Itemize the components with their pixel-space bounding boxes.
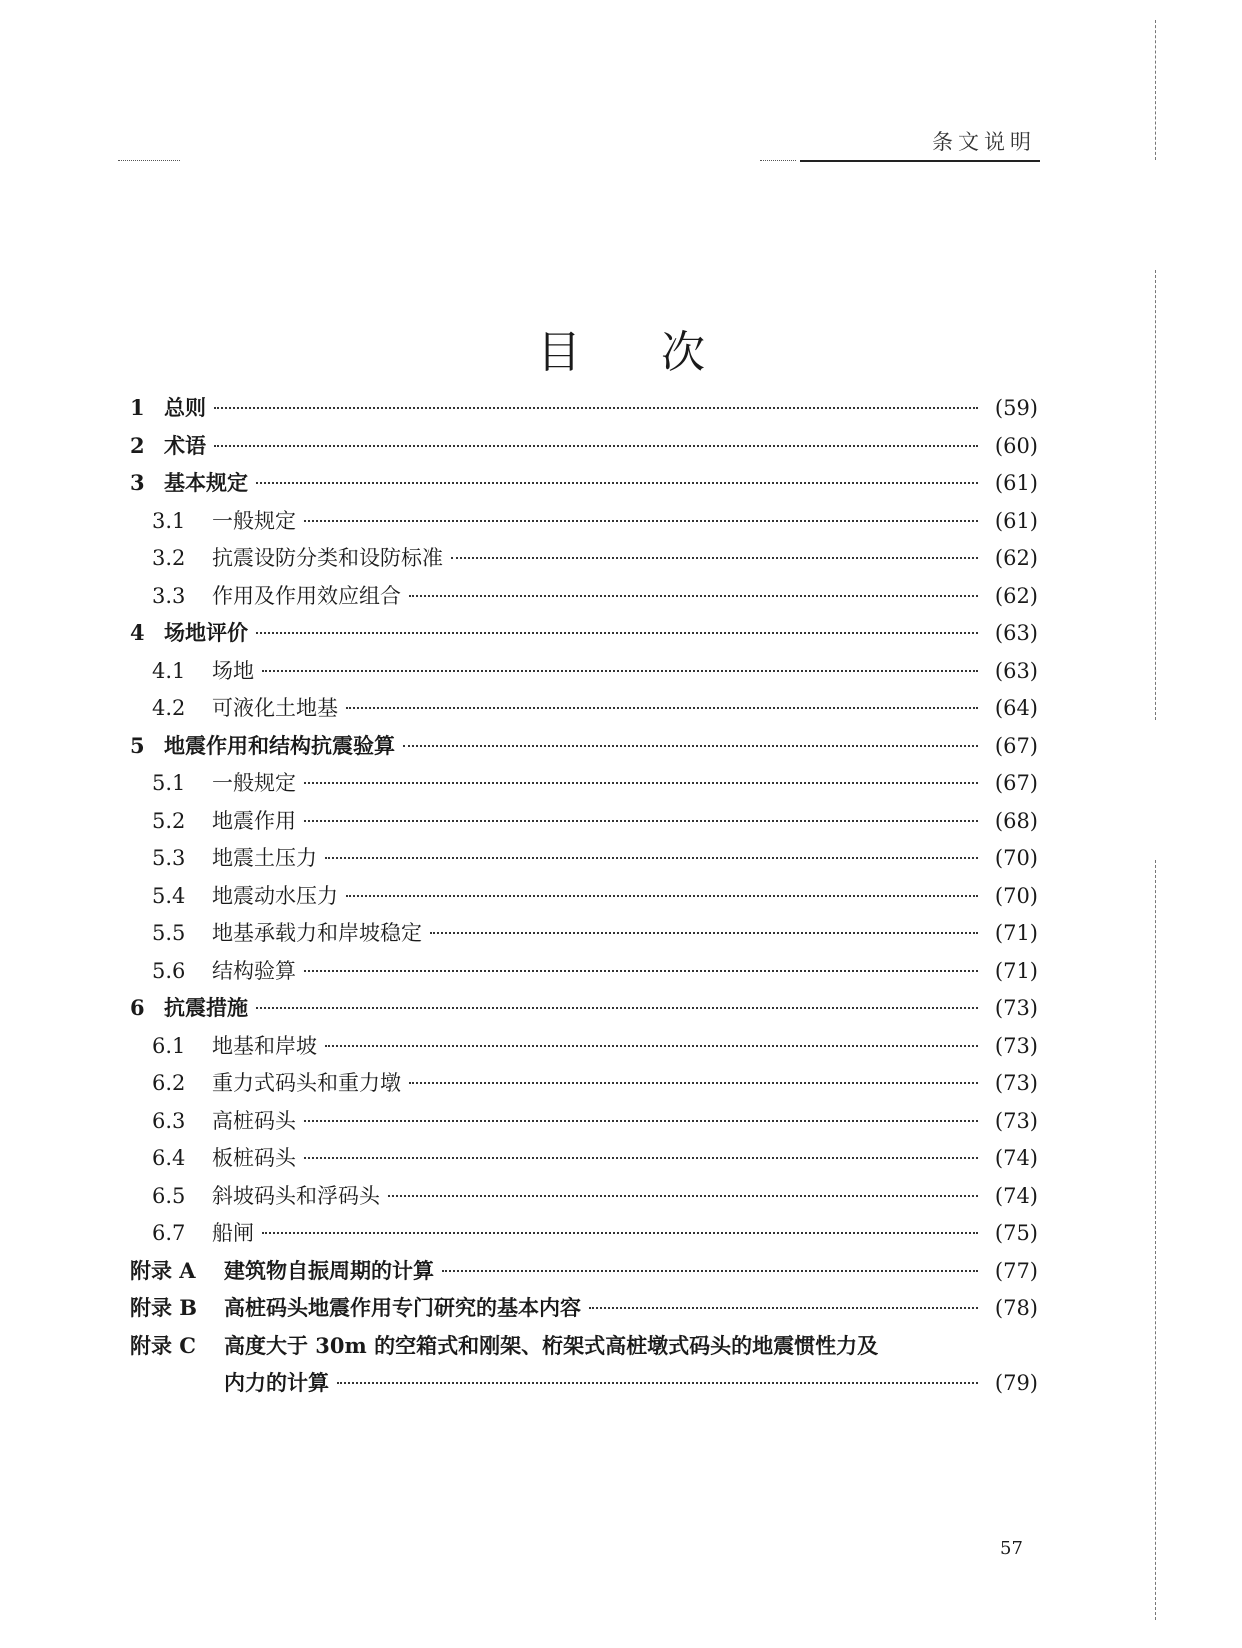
toc-entry[interactable] xyxy=(130,1180,1038,1218)
toc-entry[interactable] xyxy=(130,880,1038,918)
toc-entry-number: 6.3 xyxy=(152,1108,186,1133)
toc-entry[interactable] xyxy=(130,1105,1038,1143)
toc-entry-page: (73) xyxy=(994,1108,1038,1133)
toc-entry[interactable] xyxy=(130,955,1038,993)
toc-entry-page: (63) xyxy=(994,658,1038,683)
toc-entry-page: (62) xyxy=(994,546,1038,570)
toc-entry[interactable] xyxy=(130,805,1038,843)
toc-entry-number: 5.5 xyxy=(152,921,186,945)
toc-entry-number: 4 xyxy=(130,620,145,645)
toc-entry[interactable] xyxy=(130,392,1038,430)
toc-entry-page: (61) xyxy=(994,508,1038,533)
toc-entry[interactable] xyxy=(130,505,1038,543)
toc-entry-title: 抗震措施 xyxy=(164,995,248,1020)
toc-entry[interactable] xyxy=(130,1367,1038,1405)
toc-entry[interactable] xyxy=(130,617,1038,655)
toc-entry[interactable] xyxy=(130,1067,1038,1105)
toc-entry-title: 斜坡码头和浮码头 xyxy=(212,1183,380,1208)
toc-entry-number: 5.3 xyxy=(152,846,186,870)
toc-entry[interactable] xyxy=(130,917,1038,955)
toc-dot-leader xyxy=(430,932,978,934)
toc-entry-title: 作用及作用效应组合 xyxy=(212,583,401,608)
toc-dot-leader xyxy=(304,820,978,822)
toc-entry-title: 抗震设防分类和设防标准 xyxy=(212,546,443,570)
toc-entry-title: 高桩码头 xyxy=(212,1108,296,1133)
toc-dot-leader xyxy=(256,632,978,634)
toc-dot-leader xyxy=(214,407,978,409)
toc-entry-title: 高度大于 30m 的空箱式和刚架、桁架式高桩墩式码头的地震惯性力及 xyxy=(224,1332,879,1358)
toc-entry-title: 可液化土地基 xyxy=(212,696,338,720)
toc-entry[interactable] xyxy=(130,1142,1038,1180)
toc-entry-title: 场地评价 xyxy=(164,620,248,645)
header-left-marks xyxy=(118,160,180,161)
toc-entry-page: (68) xyxy=(994,808,1038,833)
toc-entry[interactable] xyxy=(130,992,1038,1030)
toc-entry-page: (73) xyxy=(994,1033,1038,1058)
toc-dot-leader xyxy=(388,1195,978,1197)
toc-entry-number: 1 xyxy=(130,395,145,420)
toc-entry-number: 5.4 xyxy=(152,883,186,908)
toc-entry-page: (73) xyxy=(994,1071,1038,1095)
toc-dot-leader xyxy=(442,1270,978,1272)
toc-entry-page: (70) xyxy=(994,883,1038,908)
toc-entry[interactable] xyxy=(130,842,1038,880)
toc-entry[interactable] xyxy=(130,542,1038,580)
toc-entry[interactable] xyxy=(130,767,1038,805)
toc-entry-title: 地基和岸坡 xyxy=(212,1033,317,1058)
toc-entry-page: (61) xyxy=(994,471,1038,495)
page-number: 57 xyxy=(1000,1538,1023,1559)
toc-entry-page: (77) xyxy=(994,1258,1038,1283)
toc-entry-number: 4.2 xyxy=(152,696,186,720)
toc-dot-leader xyxy=(337,1382,978,1384)
scan-edge-mark xyxy=(1155,860,1156,1620)
toc-entry-title: 重力式码头和重力墩 xyxy=(212,1071,401,1095)
toc-entry-page: (64) xyxy=(994,696,1038,720)
toc-entry-number: 附录 A xyxy=(130,1257,196,1283)
toc-entry-number: 5.1 xyxy=(152,771,186,795)
toc-dot-leader xyxy=(346,707,978,709)
toc-dot-leader xyxy=(304,970,978,972)
toc-entry-title: 基本规定 xyxy=(164,470,248,495)
toc-dot-leader xyxy=(304,520,978,522)
toc-entry-page: (71) xyxy=(994,921,1038,945)
header-rule xyxy=(800,160,1040,162)
toc-dot-leader xyxy=(346,895,978,897)
toc-entry-page: (73) xyxy=(994,996,1038,1020)
toc-dot-leader xyxy=(304,1120,978,1122)
toc-entry-page: (75) xyxy=(994,1221,1038,1245)
toc-entry-page: (59) xyxy=(994,396,1038,420)
toc-entry-title: 地震动水压力 xyxy=(212,883,338,908)
toc-entry-number: 6.1 xyxy=(152,1033,186,1058)
toc-entry-number: 4.1 xyxy=(152,658,186,683)
toc-dot-leader xyxy=(589,1307,978,1309)
toc-entry-number: 5.6 xyxy=(152,958,186,983)
toc-entry-title: 地震作用和结构抗震验算 xyxy=(164,732,395,758)
toc-dot-leader xyxy=(304,1157,978,1159)
toc-entry[interactable] xyxy=(130,1255,1038,1293)
toc-dot-leader xyxy=(214,445,978,447)
toc-entry[interactable] xyxy=(130,1217,1038,1255)
toc-dot-leader xyxy=(409,1082,978,1084)
toc-entry-page: (63) xyxy=(994,621,1038,645)
toc-entry-page: (60) xyxy=(994,433,1038,458)
toc-dot-leader xyxy=(262,670,978,672)
toc-entry-title: 地震土压力 xyxy=(212,846,317,870)
toc-dot-leader xyxy=(262,1232,978,1234)
toc-entry-page: (74) xyxy=(994,1183,1038,1208)
toc-entry-title: 建筑物自振周期的计算 xyxy=(224,1257,434,1283)
toc-entry-title: 地基承载力和岸坡稳定 xyxy=(212,921,422,945)
toc-entry[interactable] xyxy=(130,692,1038,730)
page-title: 目次 xyxy=(537,327,785,378)
scan-edge-mark xyxy=(1155,20,1156,160)
toc-entry-number: 6.2 xyxy=(152,1071,186,1095)
toc-entry-page: (62) xyxy=(994,583,1038,608)
toc-entry-title: 一般规定 xyxy=(212,771,296,795)
toc-entry[interactable] xyxy=(130,1030,1038,1068)
toc-entry[interactable] xyxy=(130,467,1038,505)
toc-entry-number: 5 xyxy=(130,732,145,758)
toc-entry-title: 内力的计算 xyxy=(224,1370,329,1395)
toc-entry-number: 3.1 xyxy=(152,508,186,533)
toc-entry-page: (67) xyxy=(994,771,1038,795)
toc-entry-page: (74) xyxy=(994,1146,1038,1170)
toc-dot-leader xyxy=(325,857,978,859)
table-of-contents xyxy=(130,392,1038,1405)
toc-entry[interactable] xyxy=(130,580,1038,618)
scan-edge-mark xyxy=(1155,270,1156,720)
toc-entry[interactable] xyxy=(130,430,1038,468)
header-rule-dots xyxy=(760,160,796,161)
toc-dot-leader xyxy=(451,557,978,559)
toc-entry-title: 板桩码头 xyxy=(212,1146,296,1170)
toc-entry-number: 附录 B xyxy=(130,1295,198,1320)
toc-entry-title: 术语 xyxy=(164,432,206,458)
toc-dot-leader xyxy=(256,482,978,484)
toc-entry-page: (78) xyxy=(994,1296,1038,1320)
toc-entry-number: 3.2 xyxy=(152,546,186,570)
toc-entry-title: 一般规定 xyxy=(212,508,296,533)
toc-dot-leader xyxy=(256,1007,978,1009)
toc-entry-number: 6.7 xyxy=(152,1221,186,1245)
toc-entry-number: 6.4 xyxy=(152,1146,186,1170)
toc-entry-page: (71) xyxy=(994,958,1038,983)
toc-dot-leader xyxy=(403,745,978,747)
toc-entry-number: 3 xyxy=(130,470,145,495)
toc-entry-number: 附录 C xyxy=(130,1332,197,1358)
toc-entry-number: 5.2 xyxy=(152,808,186,833)
toc-dot-leader xyxy=(304,782,978,784)
toc-entry-title: 高桩码头地震作用专门研究的基本内容 xyxy=(224,1295,581,1320)
toc-entry-title: 结构验算 xyxy=(212,958,296,983)
toc-entry-page: (79) xyxy=(994,1371,1038,1395)
toc-entry-number: 2 xyxy=(130,432,145,458)
toc-entry-page: (67) xyxy=(994,733,1038,758)
toc-entry-title: 船闸 xyxy=(212,1221,254,1245)
toc-entry[interactable] xyxy=(130,1330,1038,1368)
toc-entry[interactable] xyxy=(130,730,1038,768)
toc-entry-title: 总则 xyxy=(164,395,206,420)
toc-entry-page: (70) xyxy=(994,846,1038,870)
toc-entry-number: 6 xyxy=(130,995,145,1020)
toc-entry-title: 地震作用 xyxy=(212,808,296,833)
toc-dot-leader xyxy=(409,595,978,597)
toc-entry-number: 6.5 xyxy=(152,1183,186,1208)
toc-entry-number: 3.3 xyxy=(152,583,186,608)
toc-entry[interactable] xyxy=(130,1292,1038,1330)
toc-entry-title: 场地 xyxy=(212,658,254,683)
toc-entry[interactable] xyxy=(130,655,1038,693)
toc-dot-leader xyxy=(325,1045,978,1047)
running-header: 条文说明 xyxy=(932,130,1036,154)
